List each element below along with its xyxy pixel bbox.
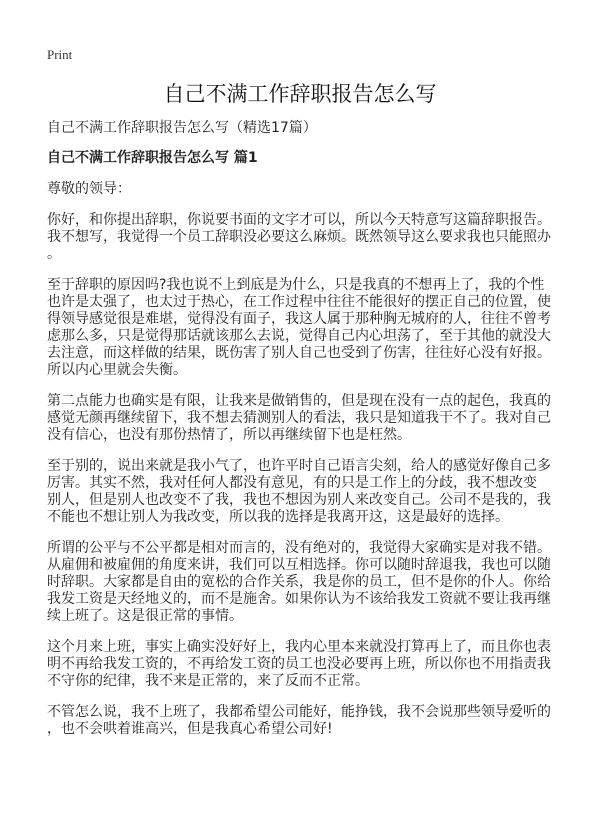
paragraph-line: 不管怎么说，我不上班了，我都希望公司能好，能挣钱，我不会说那些领导爱听的 bbox=[47, 704, 551, 720]
paragraph-line: 不能也不想让别人为我改变，所以我的选择是我离开这，这是最好的选择。 bbox=[47, 509, 509, 525]
paragraph-line: 我不想写，我觉得一个员工辞职没必要这么麻烦。既然领导这么要求我也只能照办 bbox=[47, 229, 551, 245]
paragraph-line: 没有信心，也没有那份热情了，所以再继续留下也是枉然。 bbox=[47, 427, 411, 443]
paragraph-line: ，也不会哄着谁高兴，但是我真心希望公司好! bbox=[47, 721, 333, 737]
body-paragraph bbox=[47, 277, 557, 379]
paragraph-line: 续上班了。这是很正常的事情。 bbox=[47, 608, 243, 624]
paragraph-line: 去注意，而这样做的结果，既伤害了别人自己也受到了伤害，往往好心没有好报。 bbox=[47, 345, 551, 361]
paragraph-line: 我发工资是天经地义的，而不是施舍。如果你认为不该给我发工资就不要让我再继 bbox=[47, 591, 551, 607]
subtitle: 自己不满工作辞职报告怎么写（精选17篇） bbox=[47, 120, 317, 136]
body-paragraph bbox=[47, 458, 557, 526]
paragraph-line: 厉害。其实不然，我对任何人都没有意见，有的只是工作上的分歧，我不想改变 bbox=[47, 475, 537, 491]
paragraph-line: 这个月来上班，事实上确实没好好上，我内心里本来就没打算再上了，而且你也表 bbox=[47, 639, 551, 655]
paragraph-line: 虑那么多，只是觉得那话就该那么去说，觉得自己内心坦荡了，至于其他的就没大 bbox=[47, 328, 551, 344]
paragraph-line: 得领导感觉很是难堪，觉得没有面子，我这人属于那种胸无城府的人，往往不曾考 bbox=[47, 311, 551, 327]
body-paragraph bbox=[47, 704, 557, 738]
paragraph-line: 至于别的，说出来就是我小气了，也许平时自己语言尖刻，给人的感觉好像自己多 bbox=[47, 458, 551, 474]
body-paragraph bbox=[47, 540, 557, 625]
paragraph-line: 明不再给我发工资的，不再给发工资的员工也没必要再上班，所以你也不用指责我 bbox=[47, 656, 551, 672]
paragraph-line: 。 bbox=[47, 246, 61, 262]
letter-body bbox=[47, 212, 557, 752]
paragraph-line: 至于辞职的原因吗?我也说不上到底是为什么，只是我真的不想再上了，我的个性 bbox=[47, 277, 545, 293]
paragraph-line: 不守你的纪律，我不来是正常的，来了反而不正常。 bbox=[47, 673, 369, 689]
section-heading: 自己不满工作辞职报告怎么写 篇1 bbox=[47, 150, 258, 166]
paragraph-line: 第二点能力也确实是有限，让我来是做销售的，但是现在没有一点的起色，我真的 bbox=[47, 393, 551, 409]
paragraph-line: 所谓的公平与不公平都是相对而言的，没有绝对的，我觉得大家确实是对我不错。 bbox=[47, 540, 551, 556]
print-link[interactable]: Print bbox=[47, 47, 73, 62]
body-paragraph bbox=[47, 393, 557, 444]
body-paragraph bbox=[47, 639, 557, 690]
paragraph-line: 也许是太强了，也太过于热心，在工作过程中往往不能很好的摆正自己的位置，使 bbox=[47, 294, 551, 310]
body-paragraph bbox=[47, 212, 557, 263]
paragraph-line: 你好，和你提出辞职，你说要书面的文字才可以，所以今天特意写这篇辞职报告。 bbox=[47, 212, 551, 228]
paragraph-line: 感觉无颜再继续留下，我不想去猜测别人的看法，我只是知道我干不了。我对自己 bbox=[47, 410, 551, 426]
paragraph-line: 所以内心里就会失衡。 bbox=[47, 362, 187, 378]
paragraph-line: 别人，但是别人也改变不了我，我也不想因为别人来改变自己。公司不是我的，我 bbox=[47, 492, 551, 508]
page-title: 自己不满工作辞职报告怎么写 bbox=[163, 82, 437, 106]
paragraph-line: 从雇佣和被雇佣的角度来讲，我们可以互相选择。你可以随时辞退我，我也可以随 bbox=[47, 557, 551, 573]
paragraph-line: 时辞职。大家都是自由的宽松的合作关系，我是你的员工，但不是你的仆人。你给 bbox=[47, 574, 551, 590]
greeting: 尊敬的领导： bbox=[47, 181, 131, 197]
